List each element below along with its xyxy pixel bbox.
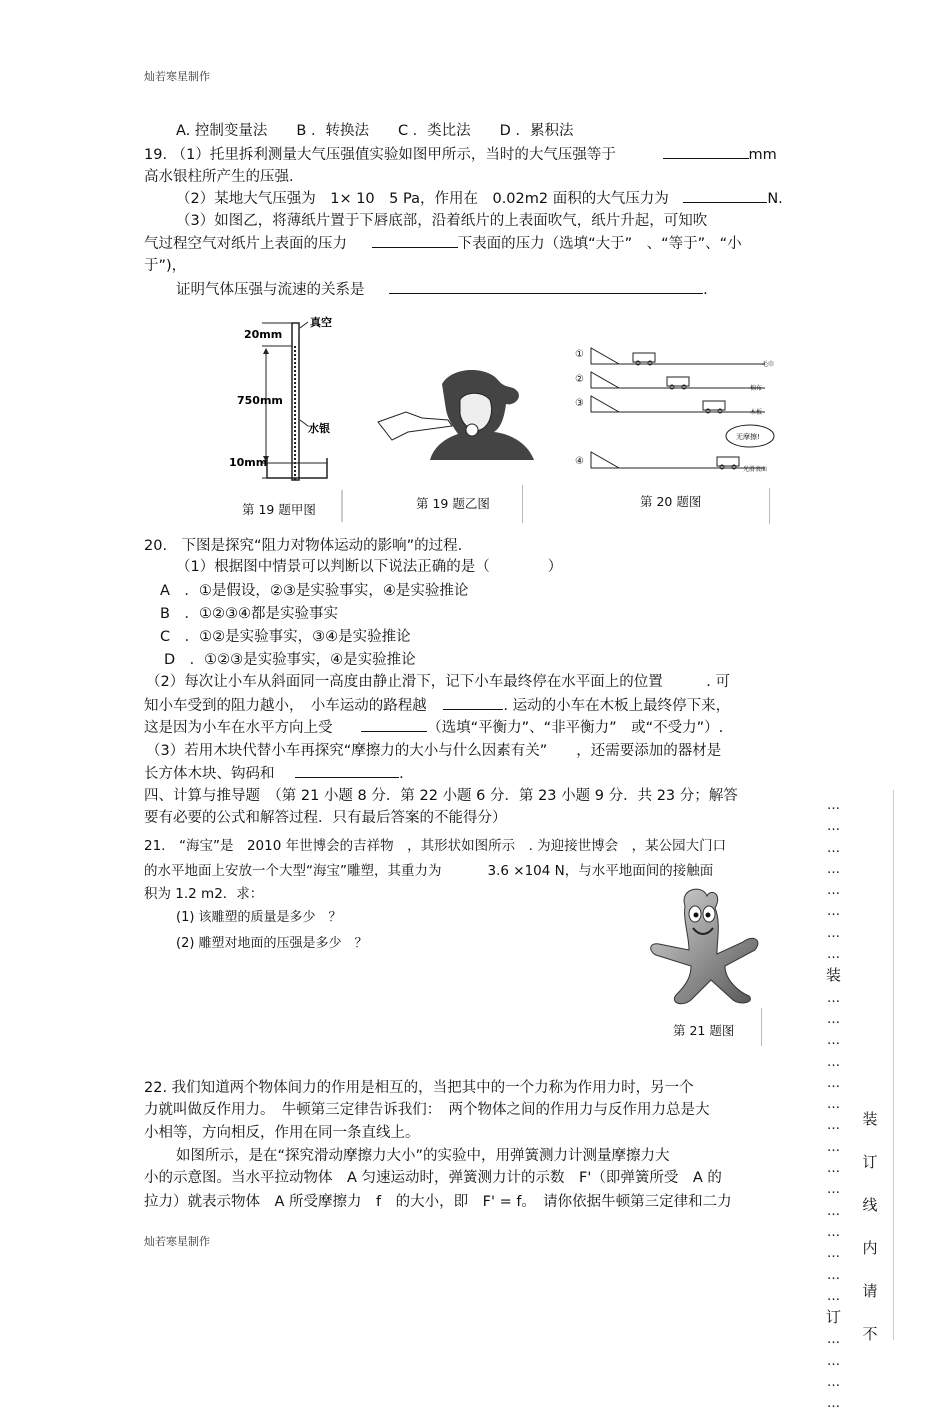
label-10mm: 10mm (229, 456, 268, 469)
q19-blank2[interactable] (683, 187, 767, 203)
vertical-char-2: 订 (862, 1153, 878, 1171)
vertical-char-5: 请 (862, 1282, 878, 1300)
figure-19a (222, 310, 346, 522)
q20-part3-line2 (144, 762, 404, 783)
q22-line6: 拉力）就表示物体 A 所受摩擦力 f 的大小，即 F' = f。 请你依据牛顿第三定律和二力 (144, 1194, 732, 1210)
vertical-char-6: 不 (862, 1325, 878, 1343)
plane-num-2: ② (575, 374, 584, 385)
q19-line6: 于”)， (144, 258, 187, 274)
q22-line4: 如图所示，是在“探究滑动摩擦力大小”的实验中，用弹簧测力计测量摩擦力大 (176, 1148, 670, 1164)
q21-line2-tail: 3.6 ×104 N，与水平地面间的接触面 (487, 863, 714, 879)
caption-19a: 第 19 题甲图 (242, 502, 316, 517)
caption-19b: 第 19 题乙图 (416, 496, 490, 511)
q19-line5-text: 气过程空气对纸片上表面的压力 (144, 236, 347, 252)
q19-blank1[interactable] (663, 143, 749, 159)
page-footer: 灿若寒星制作 (144, 1235, 210, 1248)
q20-option-c: C ．①②是实验事实，③④是实验推论 (160, 629, 411, 645)
surface-cotton: 棉布 (750, 385, 763, 392)
q21-line1: 21. “海宝”是 2010 年世博会的吉祥物 ，其形状如图所示 . 为迎接世博会 ，某公园大门口 (144, 838, 727, 854)
q21-line2 (144, 859, 713, 879)
q19-blank4[interactable] (389, 278, 703, 294)
torricelli-diagram (222, 310, 346, 522)
surface-smooth: 光滑表面 (743, 466, 768, 473)
q20-part3-line2-text: 长方体木块、钩码和 (144, 766, 275, 782)
q19-line7-tail: . (703, 282, 708, 298)
q22-line1: 22. 我们知道两个物体间力的作用是相互的，当把其中的一个力称为作用力时，另一个 (144, 1080, 694, 1096)
figure-19b (372, 360, 542, 520)
haibao-mascot (645, 884, 767, 1009)
q19-line5 (144, 232, 742, 253)
q22-line5: 小的示意图。当水平拉动物体 A 匀速运动时，弹簧测力计的示数 F'（即弹簧所受 A 的 (144, 1170, 722, 1186)
binding-dotted-line: … … … … … … … … 装 … … … … … … … … … … … … … … … 订 … … … … (825, 798, 840, 1412)
label-20mm: 20mm (244, 328, 283, 341)
surface-wood: 木板 (750, 409, 763, 416)
figure-21 (645, 884, 767, 1046)
bubble-text: 无摩擦! (736, 433, 760, 441)
caption-20: 第 20 题图 (640, 494, 702, 509)
q19-line1 (144, 143, 777, 164)
q19-line4: （3）如图乙，将薄纸片置于下唇底部，沿着纸片的上表面吹气，纸片升起，可知吹 (176, 213, 708, 229)
q20-blank2[interactable] (361, 716, 427, 732)
q20-option-a: A ．①是假设，②③是实验事实，④是实验推论 (160, 583, 469, 599)
section4-line1: 四、计算与推导题 （第 21 小题 8 分．第 22 小题 6 分．第 23 小题 9 分．共 23 分；解答 (144, 788, 738, 804)
section4-line2: 要有必要的公式和解答过程．只有最后答案的不能得分） (144, 810, 507, 826)
inclined-plane-diagram (575, 340, 775, 480)
q21-line3: 积为 1.2 m2．求： (144, 886, 264, 902)
q20-part2-line3-text: 这是因为小车在水平方向上受 (144, 720, 333, 736)
binding-border (893, 790, 894, 1340)
plane-num-3: ③ (575, 398, 584, 409)
q19-line3 (176, 187, 783, 208)
binding-mark-ding: 订 (825, 1308, 840, 1327)
q20-part3-line2-tail: . (399, 766, 404, 782)
q19-line7 (176, 278, 708, 299)
q19-line7-text: 证明气体压强与流速的关系是 (176, 282, 365, 298)
q19-unit-mm: mm (748, 147, 777, 163)
q19-line1-text: 19. （1）托里拆利测量大气压强值实验如图甲所示，当时的大气压强等于 (144, 147, 616, 163)
q22-line2: 力就叫做反作用力。 牛顿第三定律告诉我们： 两个物体之间的作用力与反作用力总是大 (144, 1102, 710, 1118)
vertical-char-3: 线 (862, 1196, 878, 1214)
surface-towel: 毛巾 (762, 361, 775, 368)
q19-blank3[interactable] (372, 232, 458, 248)
binding-vertical-text (858, 1098, 882, 1356)
caption-21: 第 21 题图 (673, 1023, 735, 1038)
q22-line3: 小相等，方向相反，作用在同一条直线上。 (144, 1125, 420, 1141)
page-header: 灿若寒星制作 (144, 70, 210, 83)
q20-part2-line3 (144, 716, 723, 737)
q20-part2-line2-tail: . 运动的小车在木板上最终停下来， (503, 698, 731, 714)
q20-part2-line2 (144, 694, 730, 715)
q21-sub1: (1) 该雕塑的质量是多少 ？ (176, 910, 342, 925)
q20-stem: 20. 下图是探究“阻力对物体运动的影响”的过程. (144, 538, 463, 554)
label-750mm: 750mm (237, 394, 283, 407)
blowing-paper-illustration (372, 360, 542, 480)
q19-line5-tail: 下表面的压力（选填“大于” 、“等于”、“小 (457, 236, 742, 252)
q20-blank3[interactable] (295, 762, 399, 778)
plane-num-4: ④ (575, 456, 584, 467)
binding-mark-zhuang: 装 (825, 966, 840, 985)
figure-20 (575, 340, 775, 524)
vertical-char-1: 装 (862, 1110, 878, 1128)
q19-line3-text: （2）某地大气压强为 1× 10 5 Pa，作用在 0.02m2 面积的大气压力为 (176, 191, 669, 207)
label-vacuum: 真空 (310, 316, 332, 329)
q18-options: A. 控制变量法 B ．转换法 C ．类比法 D ．累积法 (176, 123, 574, 139)
q19-line2: 高水银柱所产生的压强. (144, 169, 294, 185)
q20-part1: （1）根据图中情景可以判断以下说法正确的是（ ） (176, 559, 563, 575)
vertical-char-4: 内 (862, 1239, 878, 1257)
q20-part2-line2-text: 知小车受到的阻力越小， 小车运动的路程越 (144, 698, 427, 714)
q21-line2-text: 的水平地面上安放一个大型“海宝”雕塑，其重力为 (144, 863, 442, 879)
q20-part2-line3-tail: （选填“平衡力”、“非平衡力” 或“不受力”）. (427, 720, 724, 736)
q20-blank1[interactable] (443, 694, 503, 710)
q20-part3-line1: （3）若用木块代替小车再探究“摩擦力的大小与什么因素有关” ，还需要添加的器材是 (146, 743, 722, 759)
q20-part2-line1: （2）每次让小车从斜面同一高度由静止滑下，记下小车最终停在水平面上的位置 . 可 (146, 674, 730, 690)
label-mercury: 水银 (308, 422, 330, 435)
plane-num-1: ① (575, 349, 584, 360)
q21-sub2: (2) 雕塑对地面的压强是多少 ？ (176, 936, 368, 951)
q20-option-b: B ．①②③④都是实验事实 (160, 606, 338, 622)
q20-option-d: D ．①②③是实验事实，④是实验推论 (164, 652, 416, 668)
q19-unit-n: N. (767, 191, 783, 207)
